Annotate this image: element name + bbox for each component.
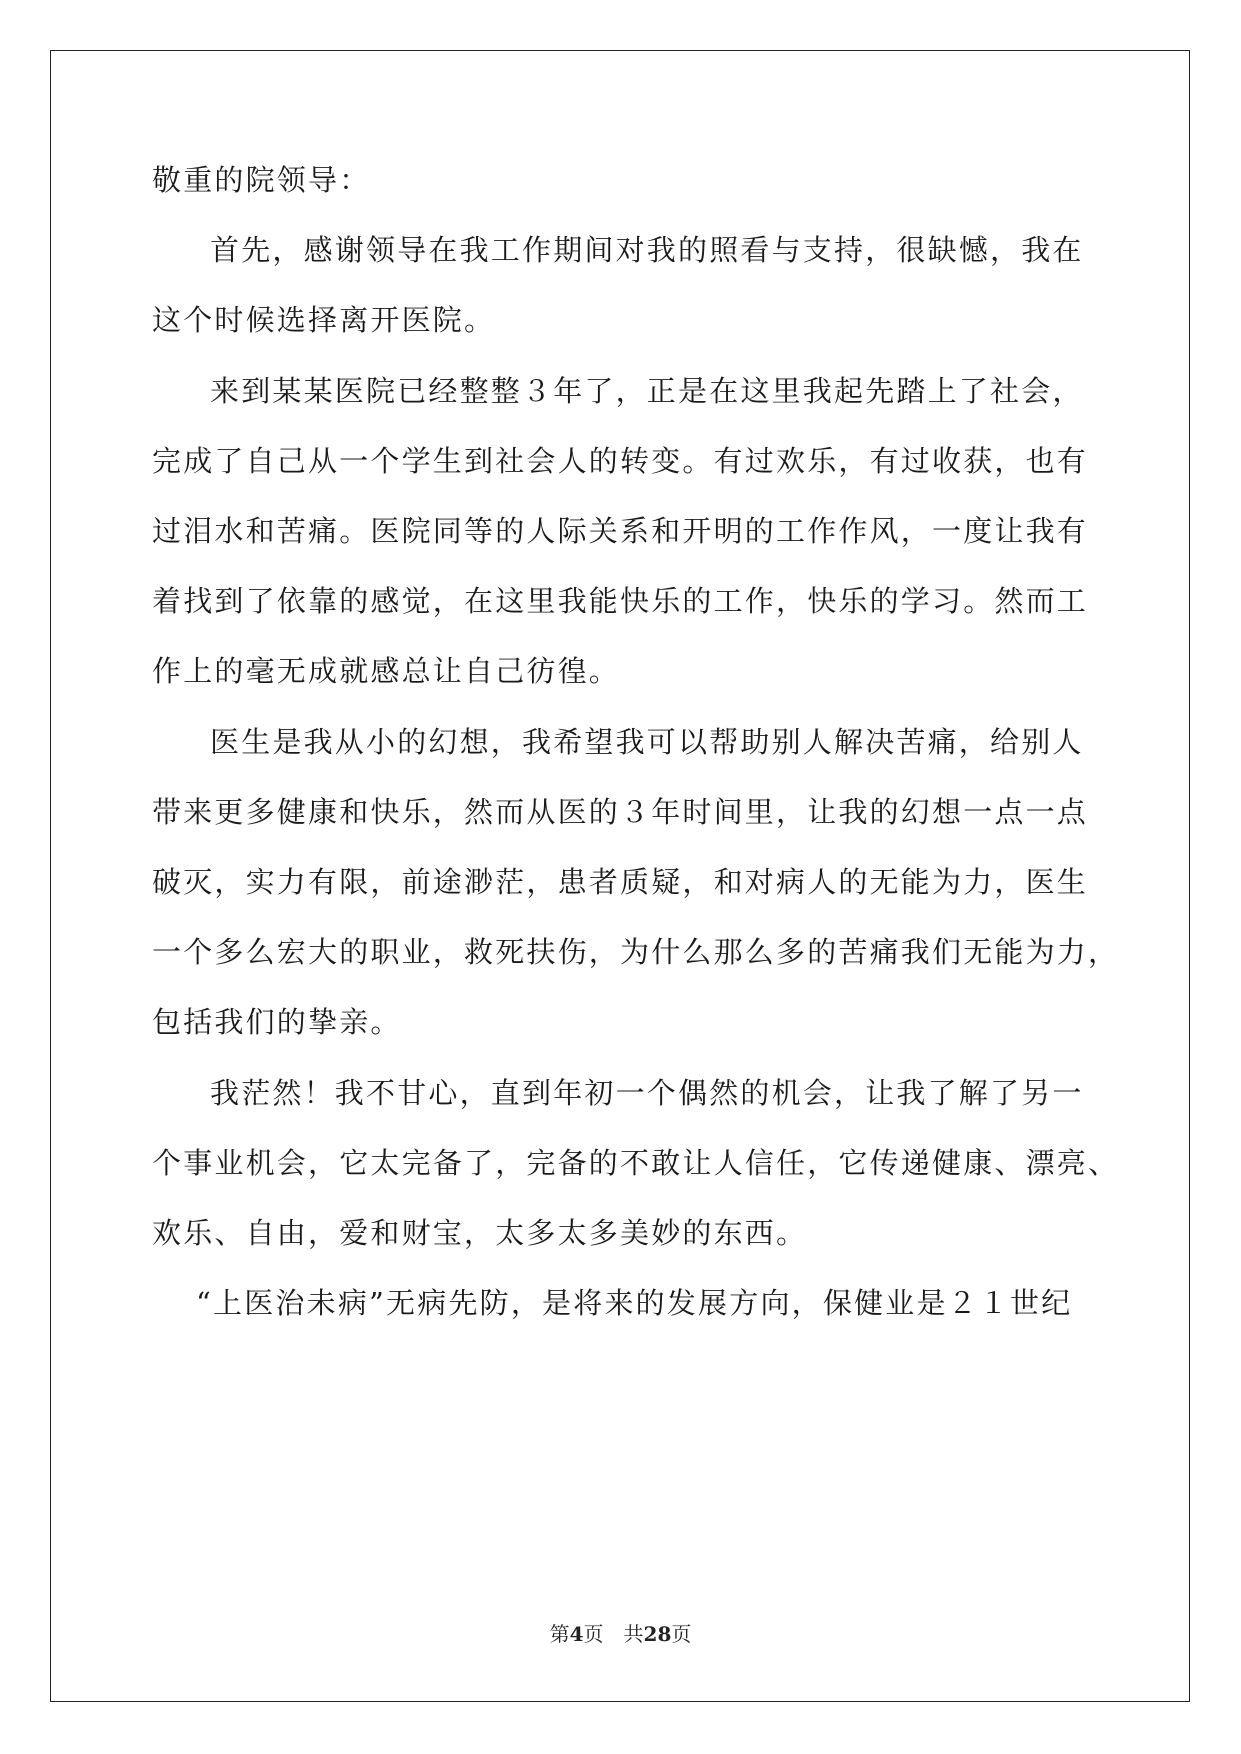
paragraph-line: 作上的毫无成就感总让自己彷徨。 — [152, 654, 621, 688]
footer-page-suffix: 页 — [583, 1622, 604, 1646]
footer-prefix: 第 — [549, 1622, 570, 1646]
total-pages: 28 — [643, 1622, 672, 1646]
page-footer — [0, 1618, 1241, 1647]
paragraph-line: 破灭，实力有限，前途渺茫，患者质疑，和对病人的无能为力，医生 — [152, 865, 1089, 899]
paragraph-line: 包括我们的挚亲。 — [152, 1005, 402, 1039]
paragraph-line: 我茫然！我不甘心，直到年初一个偶然的机会，让我了解了另一 — [210, 1076, 1084, 1110]
footer-total-prefix: 共 — [623, 1622, 644, 1646]
paragraph-line: 欢乐、自由，爱和财宝，太多太多美妙的东西。 — [152, 1216, 808, 1250]
paragraph-line: 个事业机会，它太完备了，完备的不敢让人信任，它传递健康、漂亮、 — [152, 1146, 1120, 1180]
paragraph-line: 完成了自己从一个学生到社会人的转变。有过欢乐，有过收获，也有 — [152, 444, 1089, 478]
paragraph-line: 首先，感谢领导在我工作期间对我的照看与支持，很缺憾，我在 — [210, 233, 1084, 267]
paragraph-line: 医生是我从小的幻想，我希望我可以帮助别人解决苦痛，给别人 — [210, 725, 1084, 759]
paragraph-line: 带来更多健康和快乐，然而从医的３年时间里，让我的幻想一点一点 — [152, 795, 1089, 829]
footer-total-suffix: 页 — [671, 1622, 692, 1646]
paragraph-line: 来到某某医院已经整整３年了，正是在这里我起先踏上了社会， — [210, 374, 1084, 408]
salutation: 敬重的院领导： — [152, 163, 371, 197]
paragraph-line: 这个时候选择离开医院。 — [152, 303, 496, 337]
paragraph-line: “上医治未病”无病先防，是将来的发展方向，保健业是２１世纪 — [196, 1286, 1073, 1320]
paragraph-line: 过泪水和苦痛。医院同等的人际关系和开明的工作作风，一度让我有 — [152, 514, 1089, 548]
page-number: 4 — [569, 1622, 584, 1646]
paragraph-line: 一个多么宏大的职业，救死扶伤，为什么那么多的苦痛我们无能为力， — [152, 935, 1120, 969]
paragraph-line: 着找到了依靠的感觉，在这里我能快乐的工作，快乐的学习。然而工 — [152, 584, 1089, 618]
